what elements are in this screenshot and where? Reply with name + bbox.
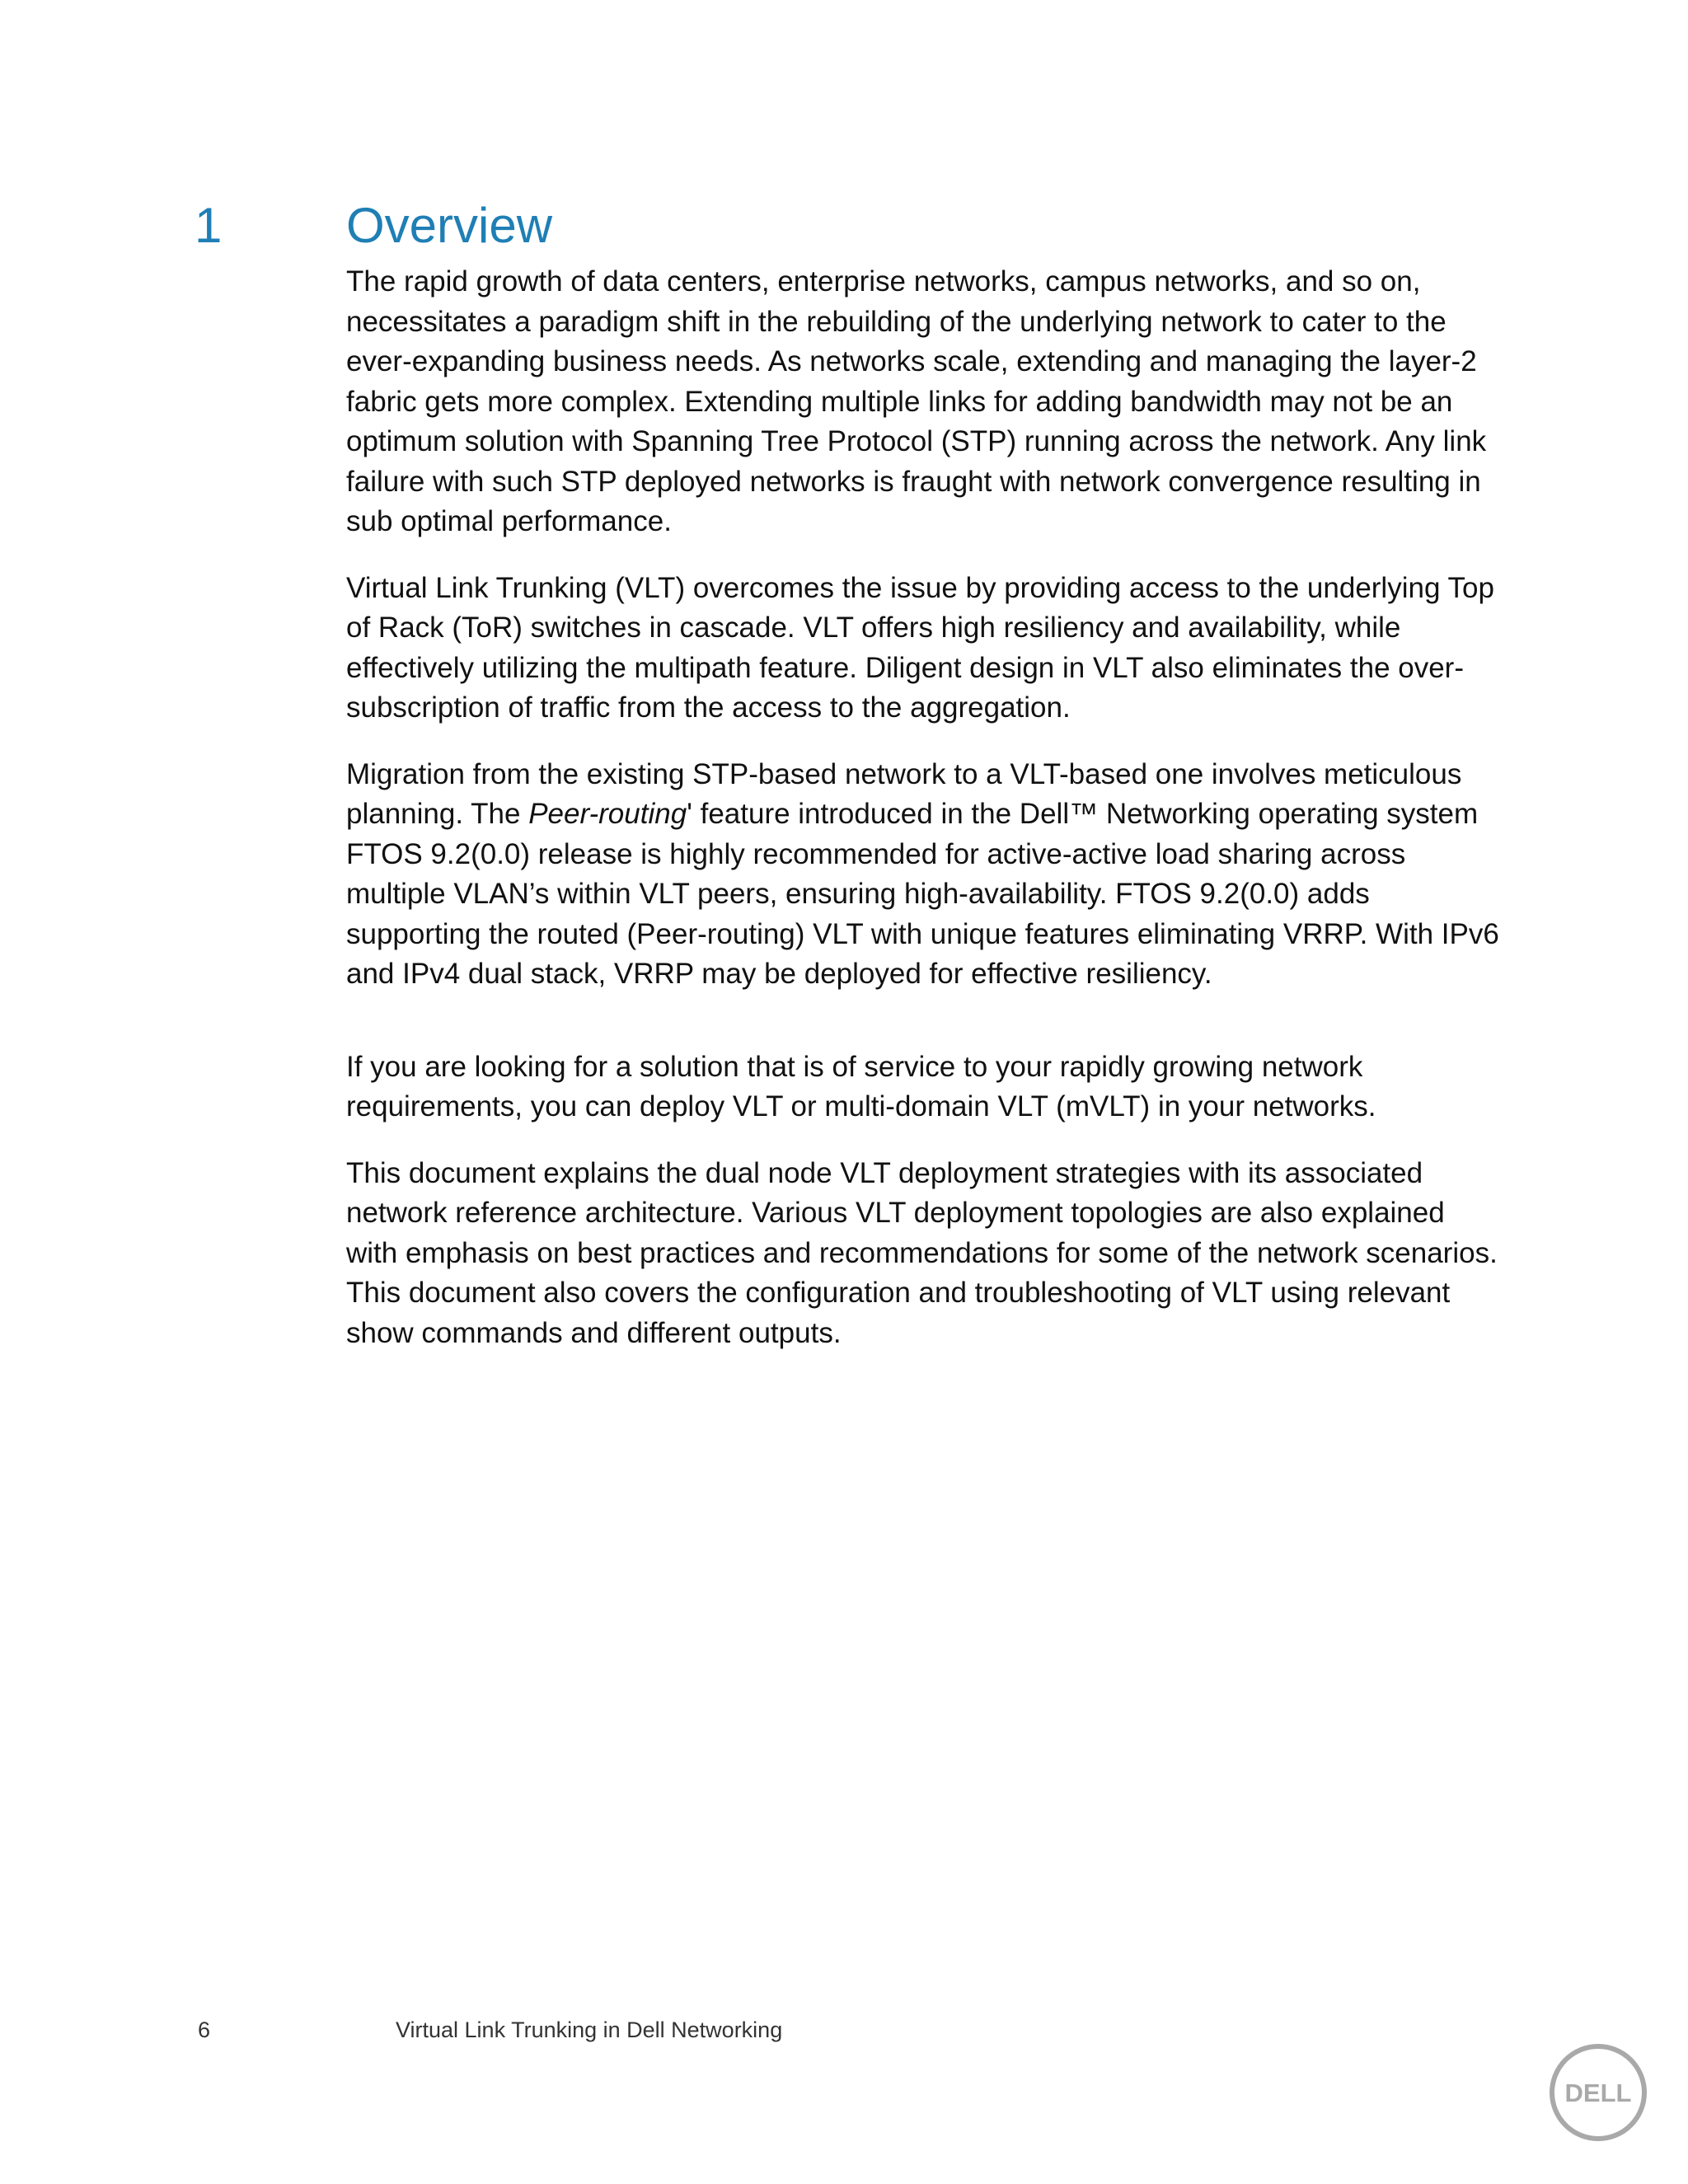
section-title: Overview [346,198,553,253]
paragraph-solution: If you are looking for a solution that is of service to your rapidly growing network requirements, you can deploy VLT or multi-domain VLT (mVLT) in your networks. [346,1050,1376,1122]
dell-logo-text: DELL [1564,2079,1632,2107]
dell-logo-icon [1548,2042,1648,2143]
footer-page-number: 6 [198,2018,211,2042]
paragraph-migration-end: ' feature introduced in the Dell™ Networking operating system FTOS 9.2(0.0) release is highly recommended for active-active load sharing across multiple VLAN’s within VLT peers, ensuring high-availability. FTOS 9.2(0.0) adds supporting the routed (Peer-routing) VLT with unique features eliminating VRRP. With IPv6 and IPv4 dual stack, VRRP may be deployed for effective resiliency. [346,798,1499,990]
paragraph-vlt: Virtual Link Trunking (VLT) overcomes the issue by providing access to the underlying Top of Rack (ToR) switches in cascade. VLT offers high resiliency and availability, while effectively utilizing the multipath feature. Diligent design in VLT also eliminates the over-subscription of traffic from the access to the aggregation. [346,571,1494,724]
section-body [346,262,1500,1380]
section-number: 1 [195,198,223,253]
paragraph-migration-start: Migration from the existing STP-based network to a VLT-based one involves meticulous planning. The [346,757,1462,830]
paragraph-migration [346,755,1500,995]
footer-document-title: Virtual Link Trunking in Dell Networking [396,2018,783,2042]
paragraph-intro: The rapid growth of data centers, enterprise networks, campus networks, and so on, necessitates a paradigm shift in the rebuilding of the underlying network to cater to the ever-expanding business needs. As networks scale, extending and managing the layer-2 fabric gets more complex. Extending multiple links for adding bandwidth may not be an optimum solution with Spanning Tree Protocol (STP) running across the network. Any link failure with such STP deployed networks is fraught with network convergence resulting in sub optimal performance. [346,265,1487,537]
paragraph-document-scope: This document explains the dual node VLT deployment strategies with its associated network reference architecture. Various VLT deployment topologies are also explained with emphasis on best practices and recommendations for some of the network scenarios. This document also covers the configuration and troubleshooting of VLT using relevant show commands and different outputs. [346,1156,1498,1349]
peer-routing-term: Peer-routing [528,798,687,830]
